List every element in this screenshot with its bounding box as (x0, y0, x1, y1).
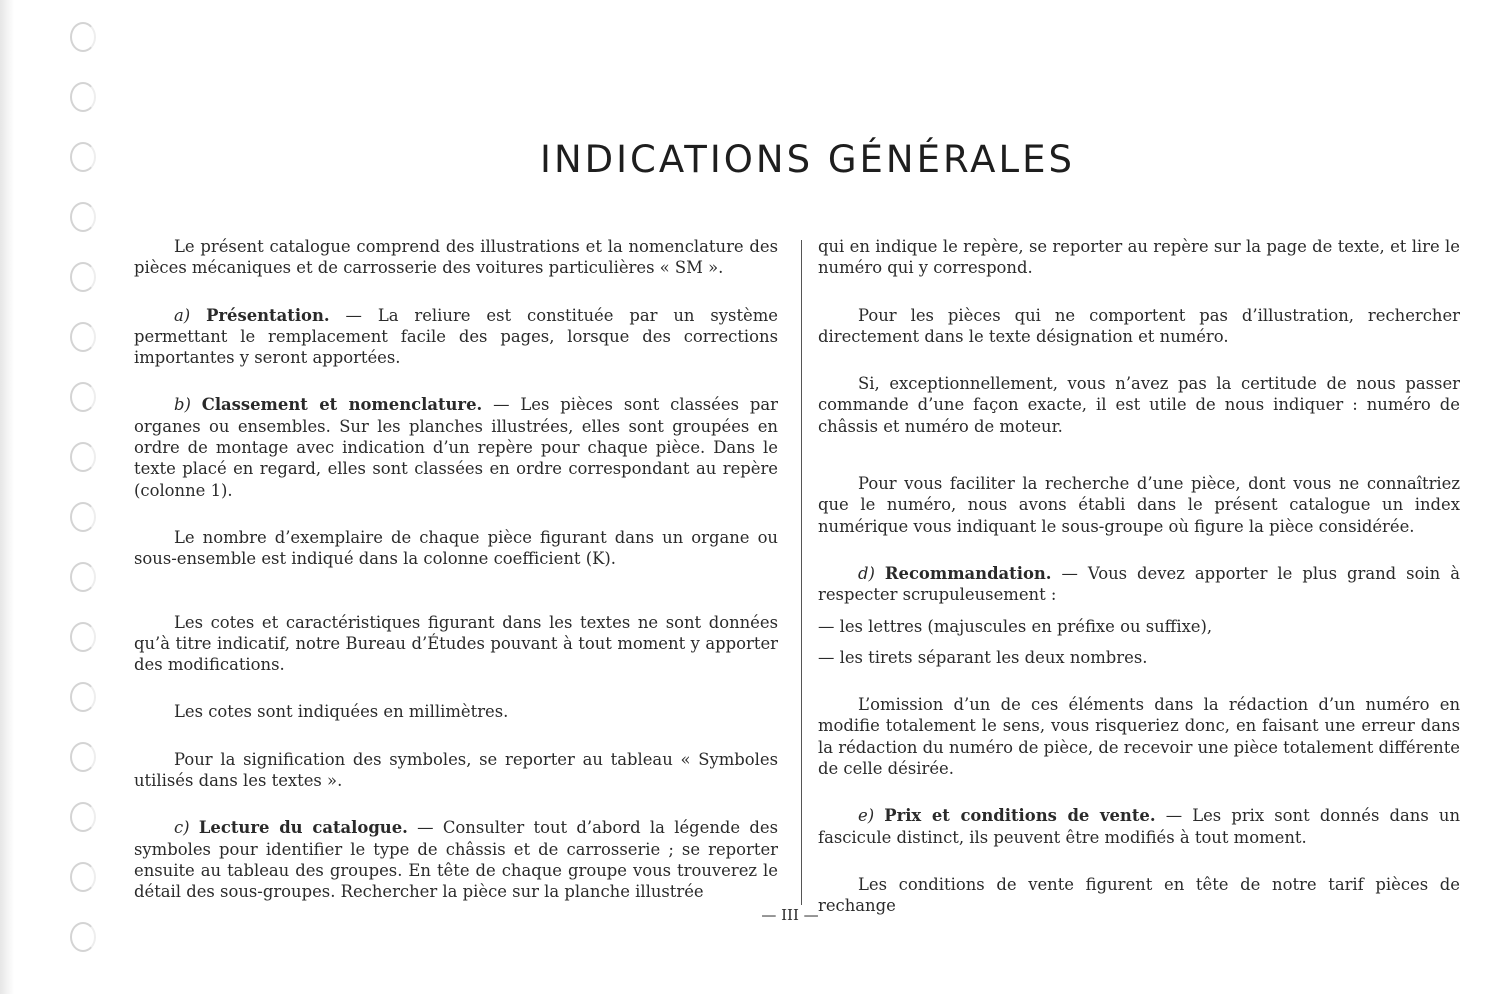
index-paragraph: Pour vous faciliter la recherche d’une pièce, dont vous ne connaîtriez que le numéro, nous avons établi dans le présent catalogue un index numérique vous indiquant le sous-groupe où figure la pièce considérée. (818, 474, 1460, 536)
cotes-indicatif-paragraph: Les cotes et caractéristiques figurant dans les textes ne sont données qu’à titre indicatif, notre Bureau d’Études pouvant à tout moment y apporter des modifications. (134, 612, 778, 675)
millimetres-paragraph: Les cotes sont indiquées en millimètres. (174, 702, 509, 722)
punch-hole (70, 862, 96, 892)
punch-hole (70, 22, 96, 52)
punch-hole (70, 562, 96, 592)
section-c-text: — Consulter tout d’abord la légende des symboles pour identifier le type de châssis et de carrosserie ; se reporter ensuite au tableau des groupes. En tête de chaque groupe vous trouverez le détail des sous-groupes. Rechercher la pièce sur la planche illustrée (134, 818, 778, 902)
section-b-text: — Les pièces sont classées par organes ou ensembles. Sur les planches illustrées, elles sont groupées en ordre de montage avec indication d’un repère pour chaque pièce. Dans le texte placé en regard, elles sont classées en ordre correspondant au repère (colonne 1). (134, 395, 778, 500)
section-a-heading: Présentation. (206, 305, 330, 325)
symboles-paragraph: Pour la signification des symboles, se reporter au tableau « Symboles utilisés dans les textes ». (134, 749, 778, 791)
section-a-text: — La reliure est constituée par un système permettant le remplacement facile des pages, lorsque des corrections importantes y seront apportées. (134, 305, 778, 368)
section-c-heading: Lecture du catalogue. (198, 818, 408, 838)
coefficient-paragraph: Le nombre d’exemplaire de chaque pièce figurant dans un organe ou sous-ensemble est indiqué dans la colonne coefficient (K). (134, 527, 778, 569)
section-c-letter: c) (174, 818, 190, 838)
conditions-paragraph: Les conditions de vente figurent en tête de notre tarif pièces de rechange (818, 874, 1460, 916)
punch-hole (70, 322, 96, 352)
section-e-heading: Prix et conditions de vente. (884, 806, 1156, 826)
punch-hole (70, 502, 96, 532)
section-e-paragraph (818, 805, 1460, 848)
certitude-paragraph: Si, exceptionnellement, vous n’avez pas la certitude de nous passer commande d’une façon exacte, il est utile de nous indiquer : numéro de châssis et numéro de moteur. (818, 374, 1460, 436)
section-d-text: — Vous devez apporter le plus grand soin à respecter scrupuleusement : (818, 563, 1460, 605)
dash-item-letters: — les lettres (majuscules en préfixe ou suffixe), (818, 616, 1213, 636)
section-e-text: — Les prix sont donnés dans un fascicule distinct, ils peuvent être modifiés à tout moment. (818, 806, 1461, 847)
section-d-paragraph (818, 563, 1460, 606)
section-c-continued: qui en indique le repère, se reporter au repère sur la page de texte, et lire le numéro qui y correspond. (818, 237, 1460, 278)
punch-hole (70, 682, 96, 712)
punch-hole (70, 922, 96, 952)
left-column (134, 236, 778, 906)
punch-hole (70, 82, 96, 112)
dash-item-tirets: — les tirets séparant les deux nombres. (818, 647, 1148, 667)
omission-paragraph: L’omission d’un de ces éléments dans la rédaction d’un numéro en modifie totalement le sens, vous risqueriez donc, en faisant une erreur dans la rédaction du numéro de pièce, de recevoir une pièce totalement différente de celle désirée. (818, 695, 1460, 779)
punch-hole (70, 262, 96, 292)
punch-hole (70, 382, 96, 412)
section-e-letter: e) (858, 806, 875, 826)
section-b-letter: b) (174, 395, 191, 415)
section-b-paragraph (134, 394, 778, 500)
intro-paragraph: Le présent catalogue comprend des illustrations et la nomenclature des pièces mécaniques et de carrosserie des voitures particulières « SM ». (134, 237, 778, 278)
page-title: INDICATIONS GÉNÉRALES (540, 138, 1075, 181)
punch-hole (70, 742, 96, 772)
punch-hole (70, 622, 96, 652)
section-b-heading: Classement et nomenclature. (201, 395, 483, 415)
section-c-paragraph (134, 817, 778, 902)
page-number: — III — (761, 906, 819, 924)
punch-hole (70, 442, 96, 472)
section-d-letter: d) (858, 563, 875, 583)
section-d-heading: Recommandation. (884, 563, 1052, 583)
column-divider (801, 240, 802, 905)
right-column (818, 236, 1461, 916)
section-a-paragraph (134, 305, 778, 369)
sans-illustration-paragraph: Pour les pièces qui ne comportent pas d’illustration, rechercher directement dans le texte désignation et numéro. (818, 305, 1460, 346)
section-a-letter: a) (174, 305, 191, 325)
punch-hole (70, 202, 96, 232)
punch-hole (70, 802, 96, 832)
